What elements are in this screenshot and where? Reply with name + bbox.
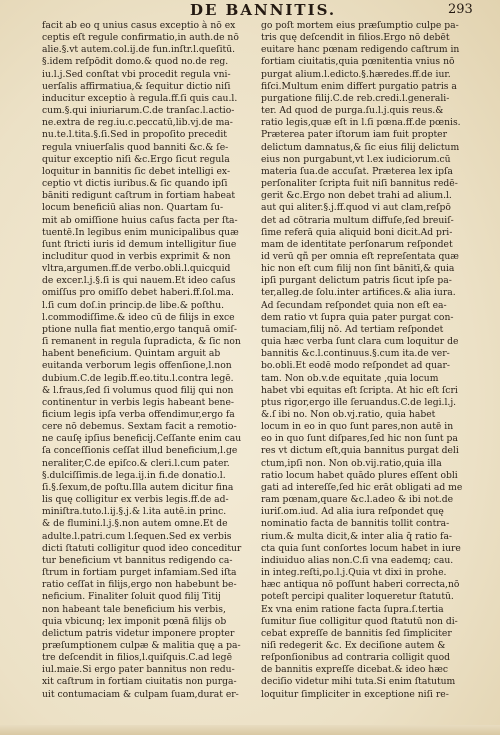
text-line: perſonaliter ſcripta fuit niſi bannitus redē-: [261, 178, 458, 190]
text-line: fortiam ciuitatis,quia pœnitentia vnius nō: [261, 56, 455, 68]
text-line: tumaciam,filij nō. Ad tertiam reſpondet: [261, 323, 444, 335]
text-line: inducitur exceptio à regula.ff.ſi quis cau.l.: [42, 92, 238, 104]
text-line: res vt dictum eſt,quia bannitus purgat deli: [261, 445, 459, 457]
text-line: bāniti redigunt caſtrum in fortiam habeat: [42, 190, 236, 202]
text-line: nominatio facta de bannitis tollit contra-: [261, 518, 450, 530]
text-line: dicti ſtatuti colligitur quod ideo conceditur: [42, 542, 242, 554]
text-line: mam de identitate perſonarum reſpondet: [261, 238, 453, 250]
text-line: ter. Ad quod de purga.ſu.l.j.quis reus.&: [261, 105, 444, 117]
text-line: fiſci.Multum enim differt purgatio patris a: [261, 80, 457, 92]
text-line: ter,alleg.de ſolu.inter artifices.& alia iura.: [261, 287, 456, 299]
text-line: det ad cōtraria multum diffuſe,ſed breuiſ-: [261, 214, 454, 226]
text-line: euitare hanc pœnam redigendo caſtrum in: [261, 44, 460, 56]
text-line: facit ab eo q unius casus exceptio à nō ex: [42, 20, 236, 31]
text-line: materia ſua.de accuſat. Præterea lex ipſa: [261, 165, 453, 177]
text-line: uerſalis affirmatiua,& ſequitur dictio niſi: [42, 80, 231, 92]
text-line: ceptio vt dictis iuribus.& ſic quando ipſi: [42, 178, 228, 190]
left-text-column: [42, 20, 247, 701]
text-line: reſponſionibus ad contraria colligit quod: [261, 652, 451, 664]
page-title: DE BANNITIS.: [190, 1, 337, 19]
text-line: poteſt percipi qualiter loqueretur ſtatutū.: [261, 591, 454, 603]
text-line: non habeant tale beneficium his verbis,: [42, 603, 226, 615]
text-line: ſi remanent in regula ſupradicta, & ſic non: [42, 336, 241, 348]
text-line: cum.§.qui iniuriarum.C.de tranſac.l.actio-: [42, 105, 235, 117]
text-line: quitur exceptio niſi &c.Ergo ſicut regula: [42, 153, 230, 165]
text-line: adulte.l.patri.cum l.ſequen.Sed ex verbis: [42, 530, 232, 542]
text-line: regula vniuerſalis quod banniti &c.& ſe-: [42, 141, 229, 153]
text-line: præſumptionem culpæ & malitia quę a pa-: [42, 639, 241, 651]
text-line: ſime referā quia aliquid boni dicit.Ad pri-: [261, 226, 453, 238]
text-line: nu.te.l.tita.§.ſi.Sed in propoſito precedit: [42, 129, 227, 141]
text-line: ſtrum in fortiam purget infamiam.Sed iſta: [42, 567, 237, 579]
text-line: ceptis eſt regule confirmatio,in auth.de nō: [42, 32, 239, 44]
text-line: ratio ceſſat in filijs,ergo non habebunt be-: [42, 579, 237, 591]
text-line: iu.l.j.Sed conſtat vbi procedit regula vni-: [42, 68, 231, 80]
text-line: & de flumini.l.j.§.non autem omne.Et de: [42, 518, 228, 530]
text-line: l.commodiſſime.& ideo cū de filijs in exce: [42, 311, 235, 323]
text-line: euitanda verborum legis offenſione,l.non: [42, 360, 232, 372]
text-line: Ex vna enim ratione facta ſupra.ſ.tertia: [261, 603, 444, 615]
text-line: habet vbi equitas eſt ſcripta. At hic eſt ſcri: [261, 384, 458, 396]
text-line: &.ſ ibi no. Non ob.vj.ratio, quia habet: [261, 409, 436, 420]
text-line: purgat alium.l.edicto.§.hæredes.ff.de iur.: [261, 68, 451, 80]
text-line: xit caſtrum in fortiam ciuitatis non purga-: [42, 676, 237, 688]
text-line: ficium legis ipſa verba offendimur,ergo fa: [42, 409, 235, 420]
text-line: dubium.C.de legib.ff.eo.titu.l.contra legē.: [42, 372, 234, 384]
text-line: gerit &c.Ergo non debet trahi ad alium.l.: [261, 190, 452, 202]
text-line: ne cauſę ipſius beneficij.Ceſſante enim cau: [42, 433, 242, 445]
text-line: niſi redegerit &c. Ex deciſione autem &: [261, 639, 446, 651]
text-line: rium.& multa dicit,& inter alia q̄ ratio fa-: [261, 530, 453, 542]
text-line: bo.obli.Et eodē modo reſpondet ad quar-: [261, 360, 451, 372]
running-header: [0, 0, 500, 20]
text-line: & l.fraus,ſed ſi volumus quod filij qui non: [42, 384, 234, 396]
text-line: ptus rigor,ergo ille ſeruandus.C.de legi.l.j.: [261, 396, 457, 408]
text-line: quia vbicunq; lex imponit pœnā filijs ob: [42, 615, 227, 627]
right-text-column: [261, 20, 466, 701]
text-line: indiuiduo alias non.C.ſi vna eademq; cau.: [261, 554, 454, 566]
text-line: in integ.reſti,po.l.j.Quia vt dixi in prohe.: [261, 567, 447, 579]
page-number: 293: [448, 2, 473, 17]
text-line: aut qui aliter.§.j.ff.quod vi aut clam,reſpō: [261, 202, 451, 214]
text-line: tre deſcendit in filios,l.quiſquis.C.ad legē: [42, 652, 233, 664]
text-line: alie.§.vt autem.col.ij.de fun.inſtr.l.queſitū.: [42, 44, 236, 56]
text-line: ne.extra de reg.iu.c.peccatū,lib.vj.de ma-: [42, 117, 233, 129]
text-line: deciſio videtur mihi tuta.Si enim ſtatutum: [261, 676, 456, 688]
text-line: delictum damnatus,& ſic eius filij delictum: [261, 141, 460, 153]
text-line: iul.maie.Si ergo pater bannitus non redu-: [42, 664, 235, 676]
text-line: hæc antiqua nō poſſunt haberi correcta,nō: [261, 579, 460, 591]
text-line: delictum patris videtur imponere propter: [42, 627, 235, 639]
text-line: go poſt mortem eius præſumptio culpe pa-: [261, 20, 459, 31]
text-line: locum in eo in quo ſunt pares,non autē in: [261, 421, 454, 433]
text-line: de bannitis expreſſe dicebat.& ideo hæc: [261, 664, 449, 676]
text-line: eo in quo ſunt diſpares,ſed hic non ſunt pa: [261, 433, 458, 445]
text-line: tam. Non ob.v.de equitate ,quia locum: [261, 372, 439, 384]
text-line: cere nō debemus. Sextam facit a remotio-: [42, 421, 237, 433]
text-line: §.idem reſpōdit domo.& quod no.de reg.: [42, 56, 229, 68]
text-line: hic non eſt cum filij non ſint bānitī,& quia: [261, 263, 455, 275]
text-line: gati ad intereſſe,ſed hic erāt obligati ad me: [261, 481, 463, 493]
text-line: neraliter,C.de epiſco.& cleri.l.cum pater.: [42, 457, 230, 469]
text-line: continentur in verbis legis habeant bene-: [42, 396, 234, 408]
text-line: §.dulciſſimis.de lega.ij.in fi.de donatio.l.: [42, 469, 226, 481]
text-line: purgatione filij.C.de reb.credi.l.generali-: [261, 92, 450, 104]
text-line: locum beneficiū alias non. Quartam ſu-: [42, 202, 224, 214]
text-line: ptione nulla fiat mentio,ergo tanquā omiſ-: [42, 323, 237, 335]
text-line: l.ſi cum doſ.in princip.de libe.& poſthu.: [42, 299, 225, 311]
text-line: bannitis &c.l.continuus.§.cum ita.de ver-: [261, 348, 450, 360]
text-line: id verū qñ per omnia eſt repreſentata quæ: [261, 250, 459, 262]
text-line: iuriſ.om.iud. Ad alia iura reſpondet quę: [261, 506, 444, 518]
text-line: eius non purgabunt,vt l.ex iudiciorum.cū: [261, 153, 451, 165]
text-line: ſunt ſtricti iuris id demum intelligitur ſiue: [42, 238, 237, 250]
text-line: ratio locum habet quādo plures eſſent obli: [261, 469, 458, 481]
text-line: ratio legis,quæ eſt in l.ſi pœna.ff.de pœnis.: [261, 117, 461, 129]
text-line: miniſtra.tuto.l.ij.§.j.& l.ita autē.in princ.: [42, 506, 227, 518]
text-line: ſi.§.ſexum,de poſtu.Illa autem dicitur fina: [42, 481, 234, 493]
text-line: uit contumaciam & culpam ſuam,durat er-: [42, 688, 239, 700]
text-line: lis quę colligitur ex verbis legis.ff.de ad-: [42, 494, 229, 506]
text-line: habent beneficium. Quintam arguit ab: [42, 348, 221, 360]
text-line: tris quę deſcendit in filios.Ergo nō debēt: [261, 32, 450, 44]
text-line: Ad ſecundam reſpondet quia non eſt ea-: [261, 299, 447, 311]
text-line: omiſſus pro omiſſo debet haberi.ff.ſol.ma.: [42, 287, 234, 299]
text-line: cta quia ſunt conſortes locum habet in iure: [261, 542, 461, 554]
text-line: quia hæc verba ſunt clara cum loquitur de: [261, 336, 459, 348]
text-line: includitur quod in verbis exprimit & non: [42, 250, 231, 262]
text-line: tuentē.In legibus enim municipalibus quæ: [42, 226, 239, 238]
text-line: vltra,argumen.ff.de verbo.obli.l.quicquid: [42, 263, 231, 275]
text-line: ipſi purgant delictum patris ſicut ipſe pa-: [261, 275, 452, 287]
text-line: loquitur in bannitis ſic debet intelligi ex-: [42, 165, 231, 177]
text-line: neficium. Finaliter ſoluit quod filij Titij: [42, 591, 221, 603]
text-line: loquitur ſimpliciter in exceptione niſi re-: [261, 688, 449, 700]
text-line: ram pœnam,quare &c.l.adeo & ibi not.de: [261, 494, 454, 506]
page-bottom-edge: [0, 725, 500, 735]
text-line: mit ab omiſſione huius caſus facta per ſta-: [42, 214, 238, 226]
text-line: ctum,ipſi non. Non ob.vij.ratio,quia illa: [261, 457, 442, 469]
text-line: dem ratio vt ſupra quia pater purgat con-: [261, 311, 454, 323]
text-line: tur beneficium vt bannitus redigendo ca-: [42, 554, 233, 566]
text-line: Præterea pater iſtorum iam fuit propter: [261, 129, 447, 141]
text-line: de excer.l.j.§.ſi is qui nauem.Et ideo caſus: [42, 275, 236, 287]
text-line: ſumitur ſiue colligitur quod ſtatutū non di-: [261, 615, 458, 627]
text-line: cebat expreſſe de bannitis ſed ſimpliciter: [261, 627, 452, 639]
text-line: ſa conceſſionis ceſſat illud beneficium,l.ge: [42, 445, 238, 457]
